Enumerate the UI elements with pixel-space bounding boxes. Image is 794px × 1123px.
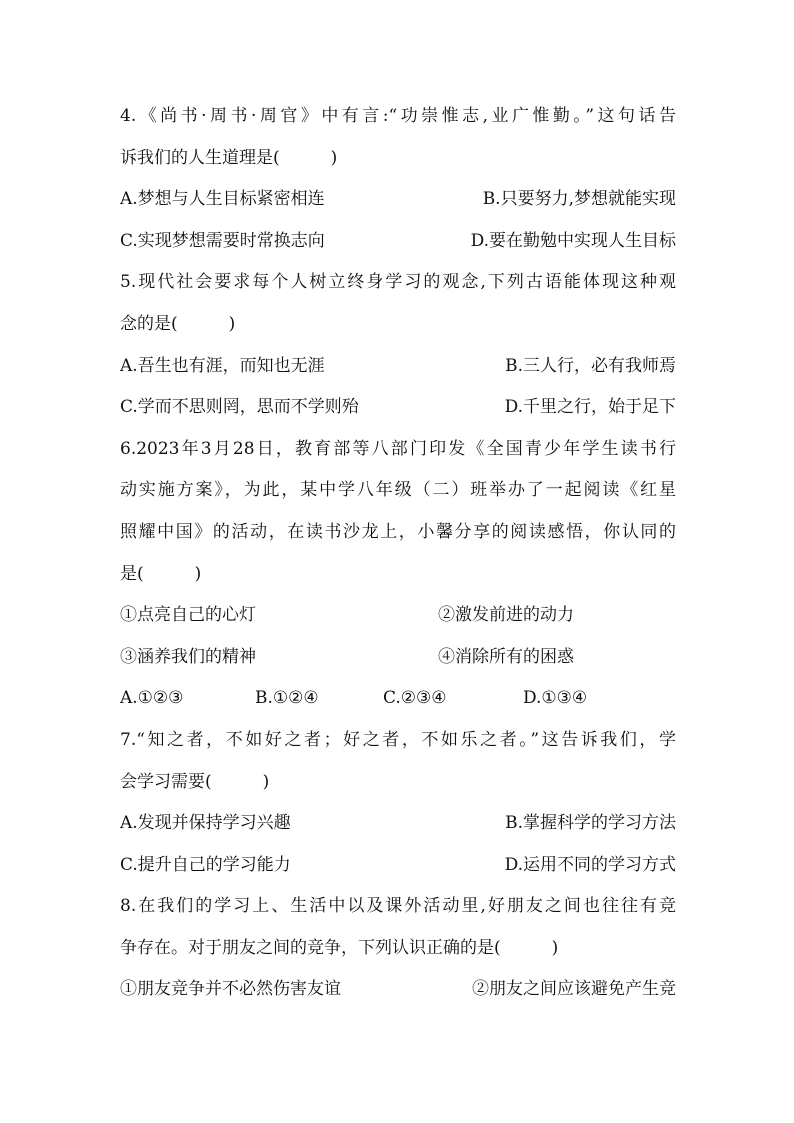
option-a[interactable]: A.吾生也有涯，而知也无涯 [120, 355, 325, 376]
question-stem-line: 4.《尚书·周书·周官》中有言:“功崇惟志,业广惟勤。”这句话告 [120, 106, 676, 126]
option-row [120, 845, 676, 887]
option-c[interactable]: C.②③④ [383, 688, 447, 709]
option-c[interactable]: C.提升自己的学习能力 [120, 854, 291, 875]
statement-row [120, 969, 676, 1011]
statement-1: ①点亮自己的心灯 [120, 605, 256, 626]
option-b[interactable]: B.只要努力,梦想就能实现 [482, 189, 676, 210]
statement-4: ④消除所有的困惑 [438, 646, 574, 667]
option-b[interactable]: B.三人行，必有我师焉 [505, 355, 676, 376]
option-row [120, 179, 676, 221]
question-stem-line: 动实施方案》，为此，某中学八年级（二）班举办了一起阅读《红星 [120, 480, 676, 501]
option-b[interactable]: B.①②④ [255, 688, 319, 709]
statement-row [120, 595, 676, 637]
option-a[interactable]: A.发现并保持学习兴趣 [120, 813, 291, 834]
question-stem-line: 照耀中国》的活动，在读书沙龙上，小馨分享的阅读感悟，你认同的 [120, 521, 676, 542]
option-d[interactable]: D.千里之行，始于足下 [504, 397, 676, 418]
question-stem-line: 会学习需要( ) [120, 771, 270, 792]
question-stem-line: 6.2023年3月28日，教育部等八部门印发《全国青少年学生读书行 [120, 438, 676, 459]
document-page [120, 96, 676, 1011]
question-7 [120, 720, 676, 886]
question-stem-line: 7.“知之者，不如好之者；好之者，不如乐之者。”这告诉我们，学 [120, 729, 676, 750]
statement-1: ①朋友竞争并不必然伤害友谊 [120, 979, 341, 1000]
question-stem-line: 诉我们的人生道理是( ) [120, 147, 338, 168]
statement-2: ②激发前进的动力 [438, 605, 574, 626]
option-row [120, 346, 676, 388]
option-c[interactable]: C.实现梦想需要时常换志向 [120, 230, 325, 251]
option-d[interactable]: D.要在勤勉中实现人生目标 [470, 230, 676, 251]
statement-2: ②朋友之间应该避免产生竞 [472, 979, 676, 1000]
option-a[interactable]: A.①②③ [120, 688, 184, 709]
question-stem-line: 8.在我们的学习上、生活中以及课外活动里,好朋友之间也往往有竞 [120, 896, 676, 917]
question-6 [120, 429, 676, 720]
option-row [120, 387, 676, 429]
question-5 [120, 262, 676, 428]
option-a[interactable]: A.梦想与人生目标紧密相连 [120, 189, 325, 210]
statement-row [120, 637, 676, 679]
question-stem-line: 5.现代社会要求每个人树立终身学习的观念,下列古语能体现这种观 [120, 272, 676, 293]
question-stem-line: 是( ) [120, 563, 202, 584]
option-d[interactable]: D.运用不同的学习方式 [504, 854, 676, 875]
option-row [120, 678, 676, 720]
question-stem-line: 争存在。对于朋友之间的竞争，下列认识正确的是( ) [120, 937, 559, 958]
option-c[interactable]: C.学而不思则罔，思而不学则殆 [120, 397, 359, 418]
question-4 [120, 96, 676, 262]
option-row [120, 803, 676, 845]
option-d[interactable]: D.①③④ [523, 688, 588, 709]
question-8 [120, 886, 676, 1011]
option-row [120, 221, 676, 263]
question-stem-line: 念的是( ) [120, 313, 236, 334]
option-b[interactable]: B.掌握科学的学习方法 [505, 813, 676, 834]
statement-3: ③涵养我们的精神 [120, 646, 256, 667]
